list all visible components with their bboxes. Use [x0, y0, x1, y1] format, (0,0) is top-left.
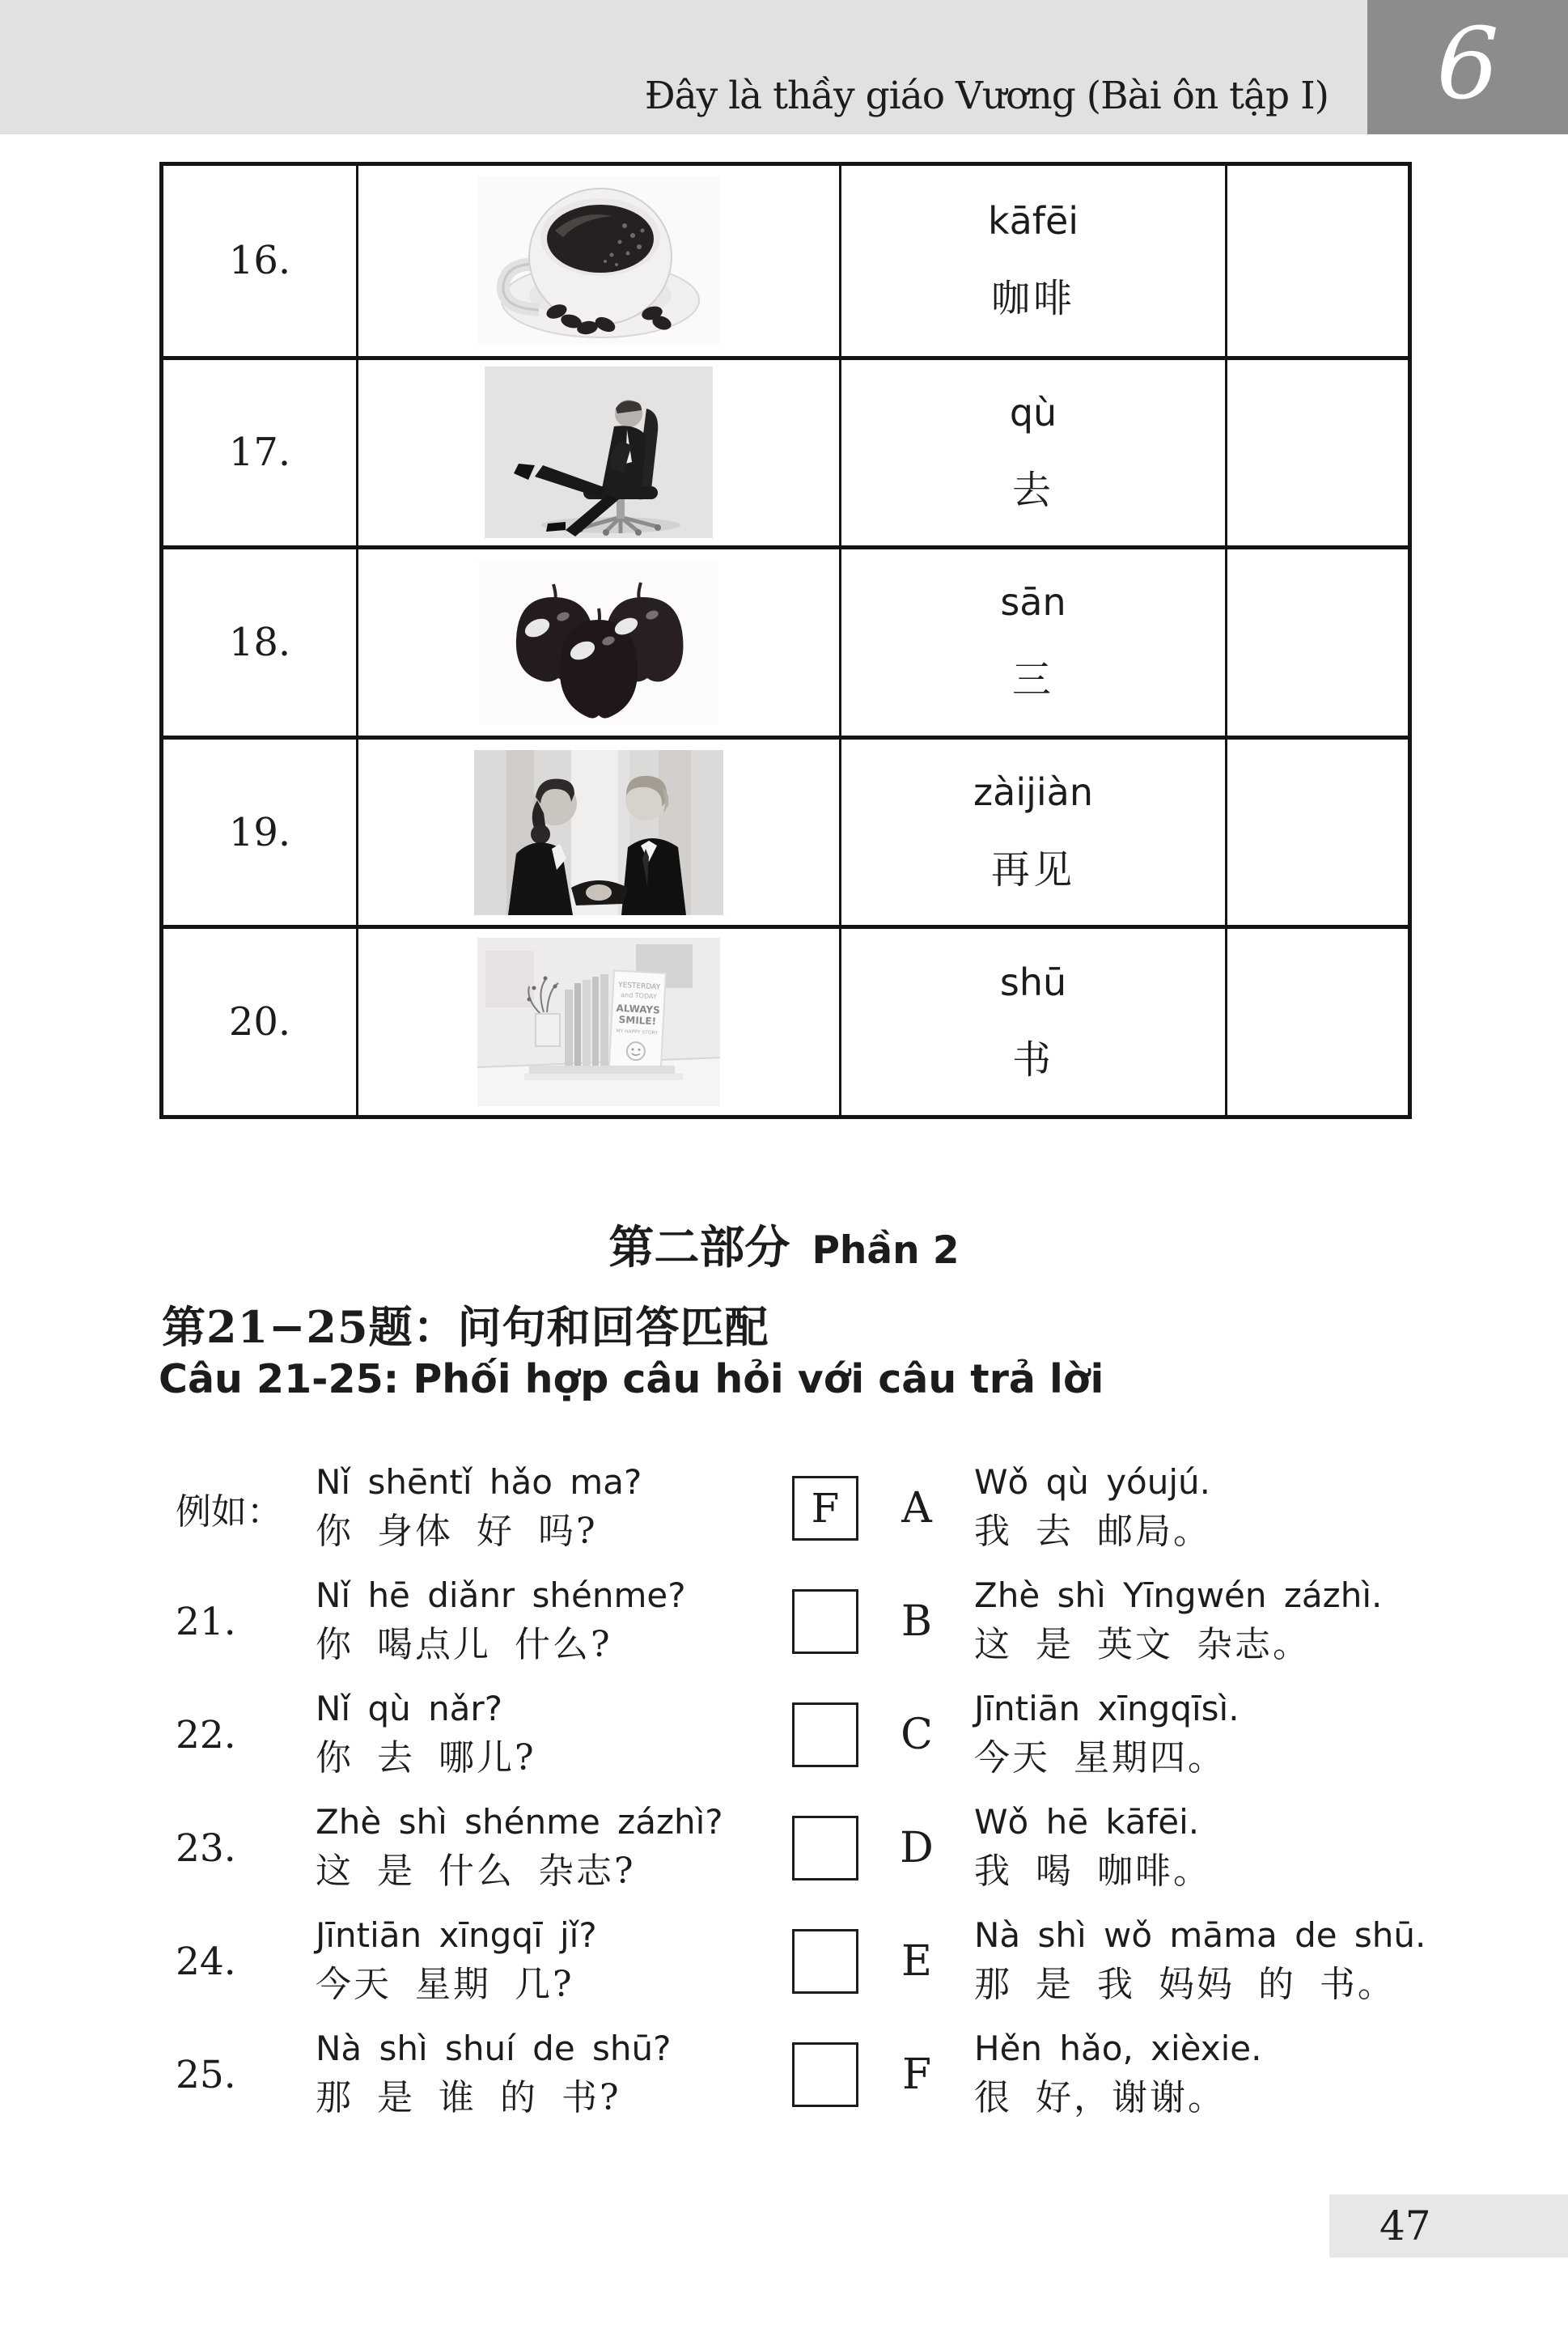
section-title [0, 1212, 1568, 1277]
answer-pinyin: Jīntiān xīngqīsì. [974, 1689, 1240, 1728]
lesson-number: 6 [1436, 6, 1499, 121]
books-photo [477, 938, 720, 1106]
word-hanzi: 再见 [990, 847, 1075, 893]
question-hanzi: 这 是 什么 杂志? [316, 1851, 636, 1892]
word-cell [839, 545, 1225, 736]
instruction-vietnamese: Câu 21-25: Phối hợp câu hỏi với câu trả lời [159, 1356, 1104, 1402]
answer-block [951, 2025, 1438, 2124]
question-number: 21. [176, 1599, 236, 1644]
row-number: 17. [228, 430, 291, 476]
word-cell [839, 925, 1225, 1115]
word-pinyin: qù [1009, 390, 1057, 435]
answer-pinyin: Zhè shì Yīngwén zázhì. [974, 1575, 1383, 1615]
word-cell [839, 736, 1225, 926]
book-cover-text: MY HAPPY STORY [616, 1028, 659, 1037]
photo-cell [356, 736, 839, 926]
photo-cell [356, 166, 839, 356]
word-pinyin: sān [1000, 580, 1066, 625]
question-hanzi: 你 喝点儿 什么? [316, 1624, 612, 1665]
section-title-chinese: 第二部分 [608, 1221, 790, 1274]
answer-block [951, 1799, 1438, 1897]
word-pinyin: kāfēi [987, 198, 1079, 243]
answer-pinyin: Nà shì wǒ māma de shū. [974, 1915, 1426, 1955]
vocab-table [159, 162, 1412, 1119]
answer-hanzi: 那 是 我 妈妈 的 书。 [974, 1964, 1396, 2005]
question-pinyin: Jīntiān xīngqī jǐ? [316, 1915, 597, 1955]
question-pinyin: Nǐ shēntǐ hǎo ma? [316, 1462, 642, 1502]
word-cell [839, 166, 1225, 356]
man-in-office-chair-photo [485, 367, 713, 538]
photo-cell [356, 356, 839, 546]
word-hanzi: 去 [1011, 467, 1054, 513]
question-block [316, 1572, 769, 1671]
question-block [316, 1799, 769, 1897]
row-number-cell [163, 925, 356, 1115]
row-number: 18. [228, 619, 291, 665]
word-cell [839, 356, 1225, 546]
answer-hanzi: 我 喝 咖啡。 [974, 1851, 1211, 1892]
row-number-cell [163, 166, 356, 356]
question-number: 23. [176, 1825, 236, 1871]
three-apples-photo [479, 560, 718, 725]
lesson-number-badge [1367, 0, 1568, 134]
instruction-chinese: 第21−25题：问句和回答匹配 [162, 1301, 769, 1353]
answer-box[interactable]: F [792, 1476, 858, 1541]
book-cover-text: YESTERDAY [617, 981, 661, 992]
question-block [316, 1459, 769, 1558]
answer-box[interactable] [792, 1929, 858, 1994]
answer-cell[interactable] [1225, 356, 1408, 546]
answer-pinyin: Wǒ qù yóujú. [974, 1462, 1211, 1502]
book-cover-text: and TODAY [621, 991, 657, 1001]
answer-letter: D [900, 1824, 934, 1872]
answer-cell[interactable] [1225, 166, 1408, 356]
photo-cell [356, 545, 839, 736]
footer-band [1329, 2194, 1568, 2258]
answer-letter: E [901, 1937, 932, 1986]
answer-letter: A [901, 1484, 932, 1533]
question-block [316, 1912, 769, 2011]
matching-row-example [176, 1455, 1438, 1562]
word-hanzi: 咖啡 [990, 275, 1075, 321]
answer-block [951, 1459, 1438, 1558]
row-number-cell [163, 356, 356, 546]
word-hanzi: 书 [1011, 1037, 1054, 1083]
coffee-cup-photo [477, 177, 720, 344]
answer-hanzi: 今天 星期四。 [974, 1737, 1226, 1779]
book-cover-text: ALWAYS [616, 1002, 661, 1016]
question-number: 25. [176, 2052, 236, 2097]
page-number: 47 [1379, 2203, 1431, 2249]
answer-cell[interactable] [1225, 925, 1408, 1115]
answer-hanzi: 很 好，谢谢。 [974, 2077, 1226, 2118]
matching-row-21 [176, 1568, 1438, 1675]
row-number-cell [163, 736, 356, 926]
book-cover-text: SMILE! [618, 1014, 657, 1028]
answer-block [951, 1912, 1438, 2011]
question-number: 24. [176, 1939, 236, 1984]
example-label: 例如： [176, 1491, 282, 1533]
header-band [0, 0, 1367, 134]
question-number: 22. [176, 1712, 236, 1757]
question-block [316, 1685, 769, 1784]
matching-row-24 [176, 1908, 1438, 2015]
answer-pinyin: Hěn hǎo, xièxie. [974, 2029, 1262, 2068]
answer-cell[interactable] [1225, 545, 1408, 736]
question-hanzi: 你 身体 好 吗? [316, 1511, 598, 1552]
answer-letter: B [901, 1597, 933, 1646]
question-hanzi: 那 是 谁 的 书? [316, 2077, 621, 2118]
section-title-vietnamese: Phần 2 [812, 1228, 960, 1273]
answer-box[interactable] [792, 1702, 858, 1767]
matching-row-22 [176, 1681, 1438, 1788]
answer-block [951, 1685, 1438, 1784]
question-pinyin: Nǐ qù nǎr? [316, 1689, 502, 1728]
question-hanzi: 今天 星期 几? [316, 1964, 574, 2005]
word-hanzi: 三 [1011, 657, 1054, 703]
word-pinyin: zàijiàn [973, 770, 1094, 815]
answer-box[interactable] [792, 1816, 858, 1880]
page-title: Đây là thầy giáo Vương (Bài ôn tập I) [644, 74, 1329, 118]
row-number-cell [163, 545, 356, 736]
question-hanzi: 你 去 哪儿? [316, 1737, 536, 1779]
photo-cell [356, 925, 839, 1115]
question-pinyin: Nà shì shuí de shū? [316, 2029, 672, 2068]
matching-row-25 [176, 2021, 1438, 2128]
two-people-greeting-photo [474, 750, 723, 915]
word-pinyin: shū [999, 960, 1067, 1004]
question-pinyin: Zhè shì shénme zázhì? [316, 1802, 723, 1842]
answer-box[interactable] [792, 2042, 858, 2107]
answer-hanzi: 这 是 英文 杂志。 [974, 1624, 1311, 1665]
row-number: 20. [228, 999, 291, 1045]
row-number: 19. [228, 809, 291, 855]
question-block [316, 2025, 769, 2124]
row-number: 16. [228, 238, 291, 284]
answer-hanzi: 我 去 邮局。 [974, 1511, 1211, 1552]
answer-letter: C [901, 1711, 933, 1759]
matching-row-23 [176, 1795, 1438, 1902]
answer-pinyin: Wǒ hē kāfēi. [974, 1802, 1200, 1842]
answer-box[interactable] [792, 1589, 858, 1654]
answer-block [951, 1572, 1438, 1671]
answer-cell[interactable] [1225, 736, 1408, 926]
question-pinyin: Nǐ hē diǎnr shénme? [316, 1575, 686, 1615]
answer-letter: F [901, 2050, 932, 2099]
